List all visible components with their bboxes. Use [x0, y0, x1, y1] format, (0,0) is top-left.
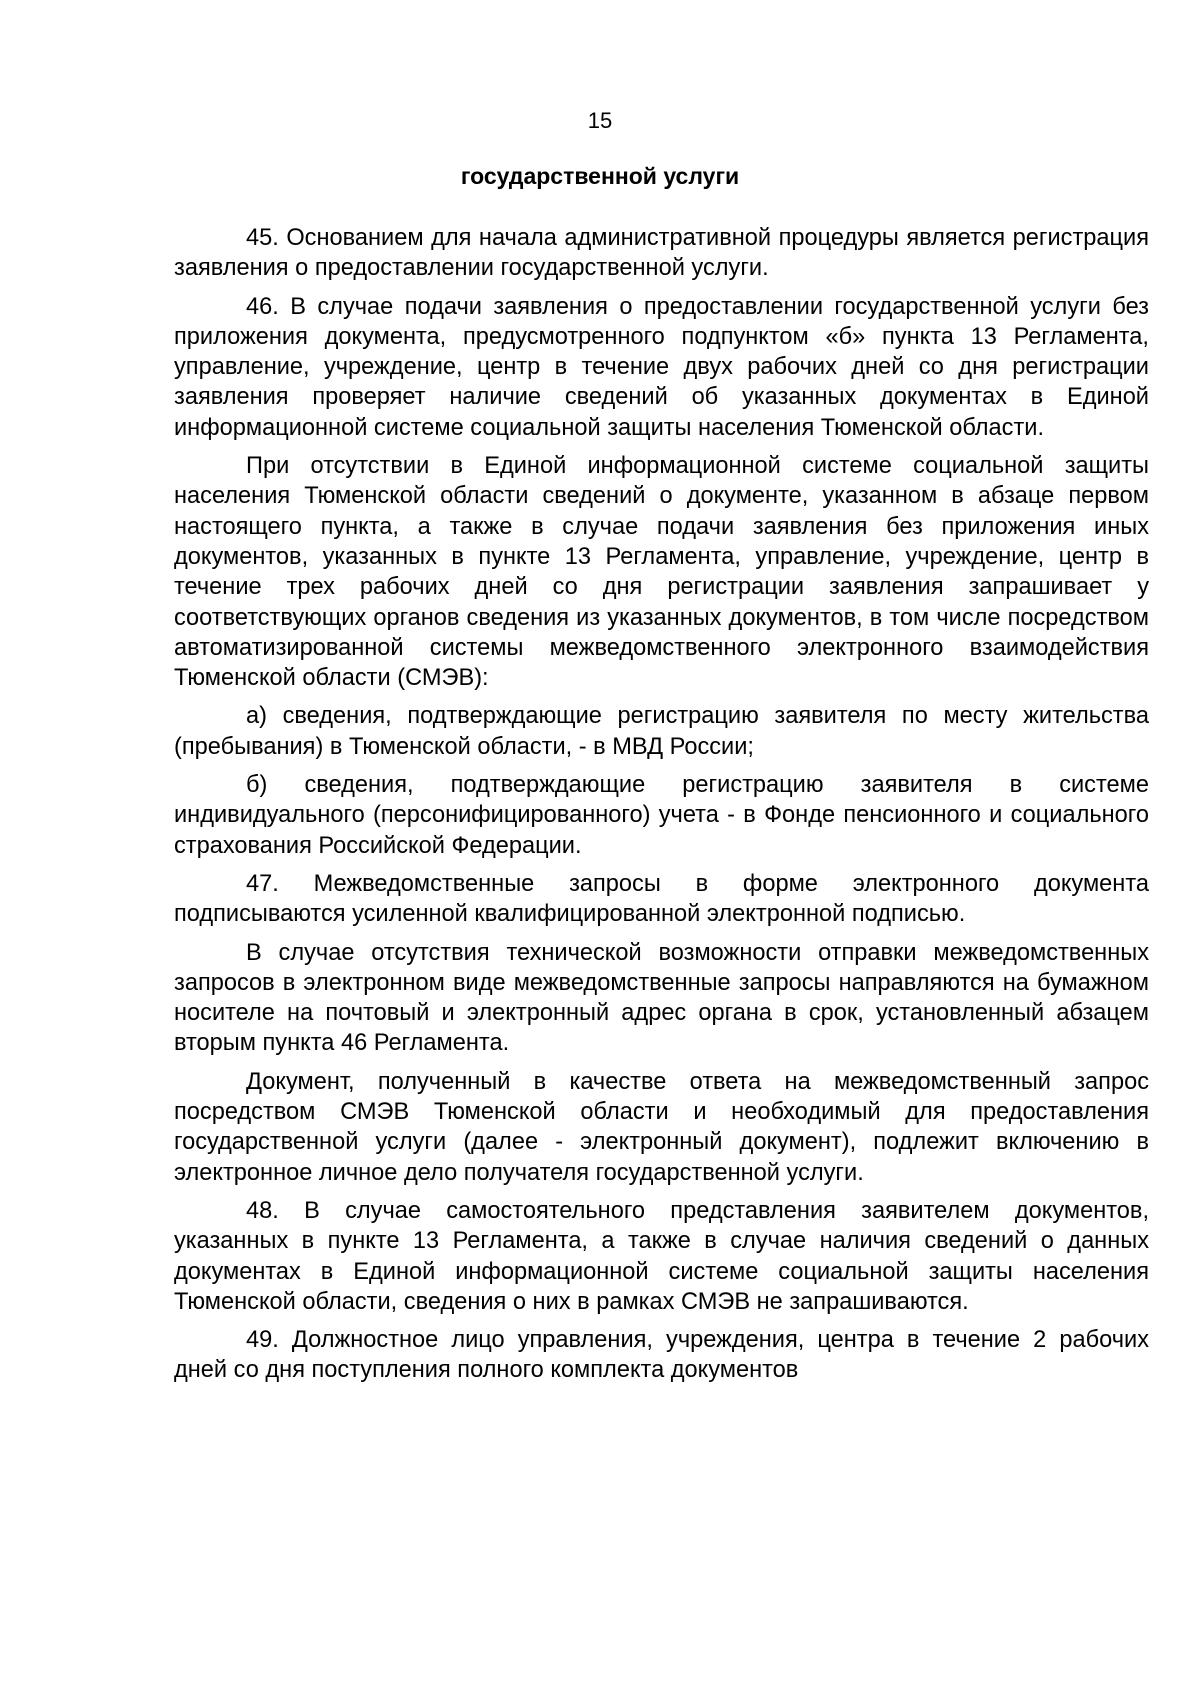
paragraph-47-paper-requests: В случае отсутствия технической возможности отправки межведомственных запросов в электронном виде межведомственные запросы направляются на бумажном носителе на почтовый и электронный адрес органа в срок, установленный абзацем вторым пункта 46 Регламента. [174, 939, 1149, 1057]
list-item-a: а) сведения, подтверждающие регистрацию заявителя по месту жительства (пребывания) в Тюменской области, - в МВД России; [174, 703, 1149, 760]
section-heading: государственной услуги [460, 163, 740, 189]
paragraph-47-electronic-document: Документ, полученный в качестве ответа на межведомственный запрос посредством СМЭВ Тюменской области и необходимый для предоставления государственной услуги (далее - электронный документ), подлежит включению в электронное личное дело получателя государственной услуги. [174, 1068, 1149, 1186]
body-text [174, 223, 1149, 1394]
paragraph-46-absence: При отсутствии в Единой информационной системе социальной защиты населения Тюменской области сведений о документе, указанном в абзаце первом настоящего пункта, а также в случае подачи заявления без приложения иных документов, указанных в пункте 13 Регламента, управление, учреждение, центр в течение трех рабочих дней со дня регистрации заявления запрашивает у соответствующих органов сведения из указанных документов, в том числе посредством автоматизированной системы межведомственного электронного взаимодействия Тюменской области (СМЭВ): [174, 453, 1149, 692]
paragraph-46: 46. В случае подачи заявления о предоставлении государственной услуги без приложения документа, предусмотренного подпунктом «б» пункта 13 Регламента, управление, учреждение, центр в течение двух рабочих дней со дня регистрации заявления проверяет наличие сведений об указанных документах в Единой информационной системе социальной защиты населения Тюменской области. [174, 293, 1149, 441]
paragraph-49: 49. Должностное лицо управления, учреждения, центра в течение 2 рабочих дней со дня поступления полного комплекта документов [174, 1327, 1149, 1384]
paragraph-47: 47. Межведомственные запросы в форме электронного документа подписываются усиленной квалифицированной электронной подписью. [174, 870, 1149, 928]
list-item-b: б) сведения, подтверждающие регистрацию заявителя в системе индивидуального (персонифицированного) учета - в Фонде пенсионного и социального страхования Российской Федерации. [174, 772, 1149, 859]
page-number: 15 [587, 108, 613, 133]
paragraph-48: 48. В случае самостоятельного представления заявителем документов, указанных в пункте 13 Регламента, а также в случае наличия сведений о данных документах в Единой информационной системе социальной защиты населения Тюменской области, сведения о них в рамках СМЭВ не запрашиваются. [174, 1197, 1149, 1315]
paragraph-45: 45. Основанием для начала административной процедуры является регистрация заявления о предоставлении государственной услуги. [174, 225, 1149, 282]
